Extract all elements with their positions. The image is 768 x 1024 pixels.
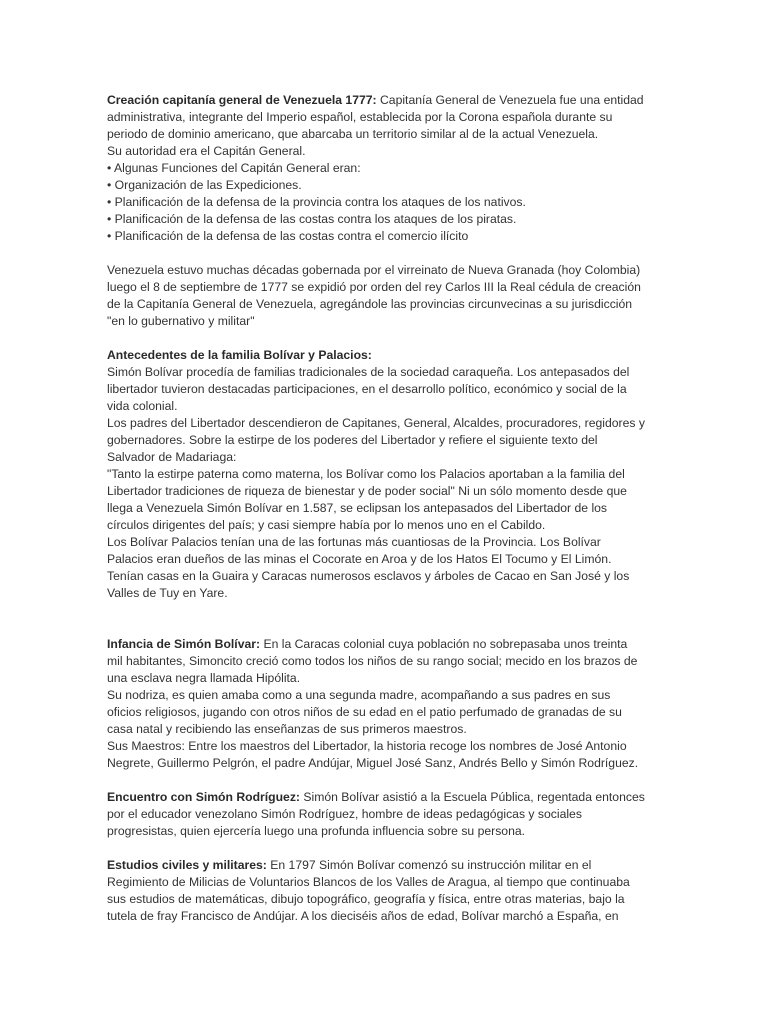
paragraph-line: gobernadores. Sobre la estirpe de los poderes del Libertador y refiere el siguiente texto del: [107, 433, 598, 447]
paragraph-line: [107, 789, 667, 806]
paragraph-line: Sus Maestros: Entre los maestros del Libertador, la historia recoge los nombres de José Antonio: [107, 739, 627, 753]
paragraph-line: llega a Venezuela Simón Bolívar en 1.587, se eclipsan los antepasados del Libertador de los: [107, 501, 608, 515]
paragraph-line: luego el 8 de septiembre de 1777 se expidió por orden del rey Carlos III la Real cédula de creación: [107, 280, 641, 294]
bullet-item: • Planificación de la defensa de las costas contra los ataques de los piratas.: [107, 212, 517, 226]
paragraph-line: Los padres del Libertador descendieron de Capitanes, General, Alcaldes, procuradores, regidores y: [107, 416, 645, 430]
paragraph-line: Salvador de Madariaga:: [107, 450, 237, 464]
paragraph-line: una esclava negra llamada Hipólita.: [107, 671, 301, 685]
paragraph-line: tutela de fray Francisco de Andújar. A los dieciséis años de edad, Bolívar marchó a España, en: [107, 909, 619, 923]
section-heading: Creación capitanía general de Venezuela 1777:: [107, 93, 377, 107]
section-encuentro: [107, 789, 667, 840]
paragraph-line: vida colonial.: [107, 399, 178, 413]
paragraph-text: Capitanía General de Venezuela fue una entidad: [376, 93, 644, 107]
paragraph-line: "en lo gubernativo y militar": [107, 314, 255, 328]
paragraph-line: periodo de dominio americano, que abarcaba un territorio similar al de la actual Venezuela.: [107, 127, 599, 141]
paragraph-line: Palacios eran dueños de las minas el Cocorate en Aroa y de los Hatos El Tocumo y El Limón.: [107, 552, 612, 566]
paragraph-line: Libertador tradiciones de riqueza de bienestar y de poder social" Ni un sólo momento desde que: [107, 484, 627, 498]
paragraph-line: "Tanto la estirpe paterna como materna, los Bolívar como los Palacios aportaban a la familia del: [107, 467, 625, 481]
paragraph-line: Negrete, Guillermo Pelgrón, el padre Andújar, Miguel José Sanz, Andrés Bello y Simón Rodríguez.: [107, 756, 639, 770]
paragraph-line: [107, 636, 667, 653]
paragraph-line: círculos dirigentes del país; y casi siempre había por lo menos uno en el Cabildo.: [107, 518, 546, 532]
paragraph-line: Tenían casas en la Guaira y Caracas numerosos esclavos y árboles de Cacao en San José y los: [107, 569, 630, 583]
paragraph-text: Simón Bolívar asistió a la Escuela Pública, regentada entonces: [299, 790, 645, 804]
paragraph-line: Su autoridad era el Capitán General.: [107, 144, 306, 158]
paragraph-line: Su nodriza, es quien amaba como a una segunda madre, acompañando a sus padres en sus: [107, 688, 611, 702]
section-estudios: [107, 857, 667, 925]
section-heading: Infancia de Simón Bolívar:: [107, 637, 261, 651]
paragraph-line: por el educador venezolano Simón Rodríguez, hombre de ideas pedagógicas y sociales: [107, 807, 582, 821]
paragraph-text: En la Caracas colonial cuya población no sobrepasaba unos treinta: [260, 637, 628, 651]
paragraph-line: [107, 857, 667, 874]
paragraph-line: libertador tuvieron destacadas participaciones, en el desarrollo político, económico y social de la: [107, 382, 627, 396]
paragraph-line: sus estudios de matemáticas, dibujo topográfico, geografía y física, entre otras materias, bajo la: [107, 892, 625, 906]
section-heading: Encuentro con Simón Rodríguez:: [107, 790, 300, 804]
paragraph-line: mil habitantes, Simoncito creció como todos los niños de su rango social; mecido en los brazos de: [107, 654, 638, 668]
document-page: [107, 92, 667, 942]
paragraph-line: Los Bolívar Palacios tenían una de las fortunas más cuantiosas de la Provincia. Los Bolívar: [107, 535, 601, 549]
bullet-item: • Planificación de la defensa de la provincia contra los ataques de los nativos.: [107, 195, 526, 209]
paragraph-line: progresistas, quien ejercería luego una profunda influencia sobre su persona.: [107, 824, 526, 838]
section-heading: Antecedentes de la familia Bolívar y Palacios:: [107, 348, 372, 362]
section-infancia: [107, 636, 667, 772]
bullet-item: • Organización de las Expediciones.: [107, 178, 302, 192]
paragraph-text: En 1797 Simón Bolívar comenzó su instrucción militar en el: [266, 858, 592, 872]
section-virreinato: [107, 262, 667, 330]
paragraph-line: [107, 92, 667, 109]
bullet-item: • Planificación de la defensa de las costas contra el comercio ilícito: [107, 229, 469, 243]
paragraph-line: Simón Bolívar procedía de familias tradicionales de la sociedad caraqueña. Los antepasados del: [107, 365, 630, 379]
section-antecedentes: [107, 347, 667, 602]
paragraph-line: Valles de Tuy en Yare.: [107, 586, 228, 600]
paragraph-line: Venezuela estuvo muchas décadas gobernada por el virreinato de Nueva Granada (hoy Colombia): [107, 263, 641, 277]
section-heading: Estudios civiles y militares:: [107, 858, 267, 872]
paragraph-line: Regimiento de Milicias de Voluntarios Blancos de los Valles de Aragua, al tiempo que continuaba: [107, 875, 630, 889]
paragraph-line: administrativa, integrante del Imperio español, establecida por la Corona española durante su: [107, 110, 613, 124]
paragraph-line: casa natal y recibiendo las enseñanzas de sus primeros maestros.: [107, 722, 467, 736]
bullet-item: • Algunas Funciones del Capitán General eran:: [107, 161, 361, 175]
paragraph-line: oficios religiosos, jugando con otros niños de su edad en el patio perfumado de granadas de su: [107, 705, 622, 719]
section-capitania: [107, 92, 667, 245]
paragraph-line: de la Capitanía General de Venezuela, agregándole las provincias circunvecinas a su jurisdicción: [107, 297, 633, 311]
